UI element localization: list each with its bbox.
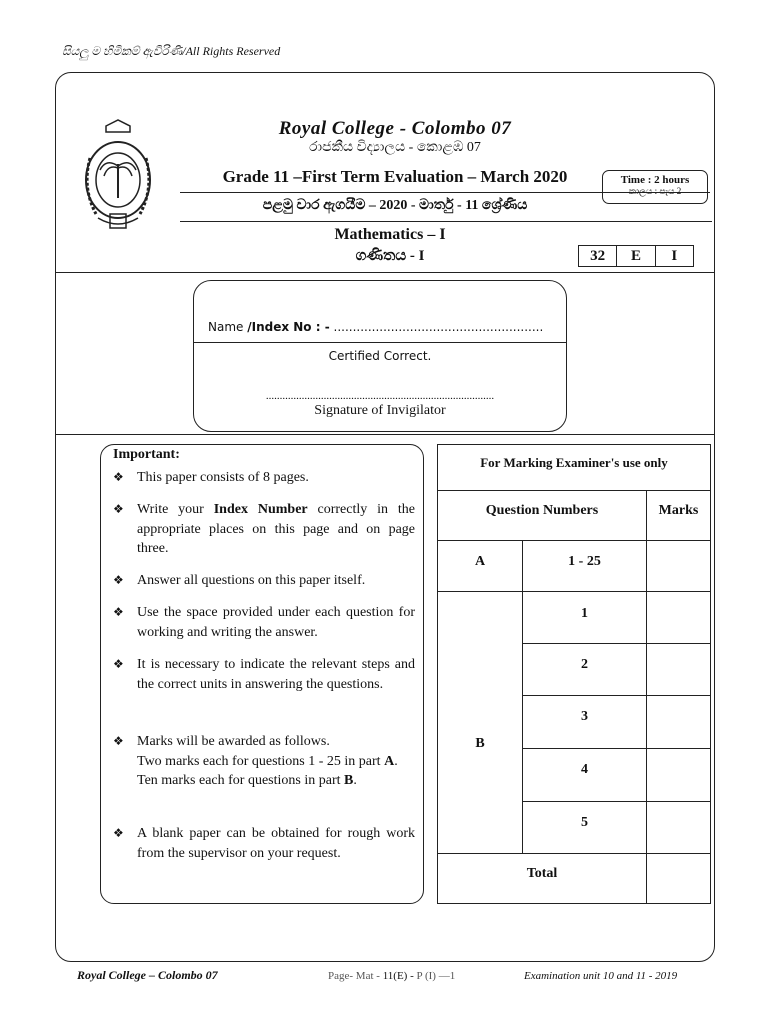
instruction-item: ❖ It is necessary to indicate the relevant steps and the correct units in answering the questions. xyxy=(113,657,415,692)
footer-page-code: Page- Mat - 11(E) - P (I) —1 xyxy=(328,970,456,982)
bullet-icon: ❖ xyxy=(113,502,124,516)
school-crest xyxy=(76,118,160,234)
subject-title-si: ගණිතය - I xyxy=(355,248,425,264)
bullet-icon: ❖ xyxy=(113,734,124,748)
divider xyxy=(438,490,710,491)
certified-label: Certified Correct. xyxy=(328,349,432,363)
question-number: 5 xyxy=(581,815,588,830)
paper-code-number: 32 xyxy=(579,246,617,266)
divider xyxy=(523,801,710,802)
invigilator-label: Signature of Invigilator xyxy=(314,403,446,418)
exam-title: Grade 11 –First Term Evaluation – March 2020 xyxy=(222,167,568,186)
total-label: Total xyxy=(526,866,558,881)
paper-code-part: I xyxy=(671,248,678,264)
rights-notice: සියලු ම හිමිකම් ඇවිරිණි/All Rights Reserved xyxy=(62,44,281,58)
bullet-icon: ❖ xyxy=(113,657,124,671)
footer-exam-unit: Examination unit 10 and 11 - 2019 xyxy=(524,970,678,982)
part-a-label: A xyxy=(474,554,486,569)
name-index-field[interactable] xyxy=(208,320,543,334)
divider xyxy=(523,695,710,696)
index-label: /Index No : - xyxy=(247,320,330,334)
marking-table-title: For Marking Examiner's use only xyxy=(480,455,668,470)
divider xyxy=(438,853,710,854)
time-label-si: කාලය : පැය 2 xyxy=(628,186,682,196)
question-number: 4 xyxy=(581,762,588,777)
divider xyxy=(56,272,714,273)
divider xyxy=(56,434,714,435)
school-name-si: රාජකීය විද්‍යාලය - කොළඹ 07 xyxy=(309,140,481,155)
school-name-en: Royal College - Colombo 07 xyxy=(278,118,512,139)
instruction-item: ❖ Answer all questions on this paper itself. xyxy=(113,571,415,591)
name-dots: ....................................................... xyxy=(329,320,544,334)
paper-code-medium: E xyxy=(617,246,655,266)
question-number: 3 xyxy=(581,709,588,724)
divider xyxy=(522,541,523,853)
name-label: Name xyxy=(208,320,248,334)
instruction-item: ❖ A blank paper can be obtained for rough work from the supervisor on your request. xyxy=(113,826,415,861)
question-number: 2 xyxy=(581,657,588,672)
instructions-title: Important: xyxy=(113,447,180,462)
divider xyxy=(180,221,712,222)
instruction-item: ❖ Marks will be awarded as follows. Two marks each for questions 1 - 25 in part A. Ten marks each for questions in part B. xyxy=(113,734,398,788)
footer-school: Royal College – Colombo 07 xyxy=(77,968,218,982)
marks-header: Marks xyxy=(658,503,699,518)
time-box xyxy=(602,170,708,204)
divider xyxy=(438,540,710,541)
bullet-icon: ❖ xyxy=(113,826,124,840)
time-label: Time : 2 hours xyxy=(620,174,690,186)
signature-line[interactable]: ................................................................................... xyxy=(265,390,495,402)
divider xyxy=(646,491,647,904)
part-a-range: 1 - 25 xyxy=(568,554,601,569)
divider xyxy=(523,748,710,749)
paper-code xyxy=(578,245,694,267)
bullet-icon: ❖ xyxy=(113,470,124,484)
question-number: 1 xyxy=(581,606,588,621)
divider xyxy=(438,591,710,592)
instruction-item: ❖ This paper consists of 8 pages. xyxy=(113,468,415,488)
question-numbers-header: Question Numbers xyxy=(485,503,599,518)
exam-title-si: පළමු වාර ඇගයීම – 2020 - මාර්තු - 11 ශ්‍රේණිය xyxy=(262,198,528,213)
part-b-label: B xyxy=(475,736,485,751)
divider xyxy=(523,643,710,644)
divider xyxy=(194,342,566,343)
subject-title: Mathematics – I xyxy=(334,226,446,243)
instruction-item: ❖ Write your Index Number correctly in the appropriate places on this page and on page three. xyxy=(113,502,415,556)
bullet-icon: ❖ xyxy=(113,573,124,587)
bullet-icon: ❖ xyxy=(113,605,124,619)
instruction-item: ❖ Use the space provided under each question for working and writing the answer. xyxy=(113,605,415,640)
